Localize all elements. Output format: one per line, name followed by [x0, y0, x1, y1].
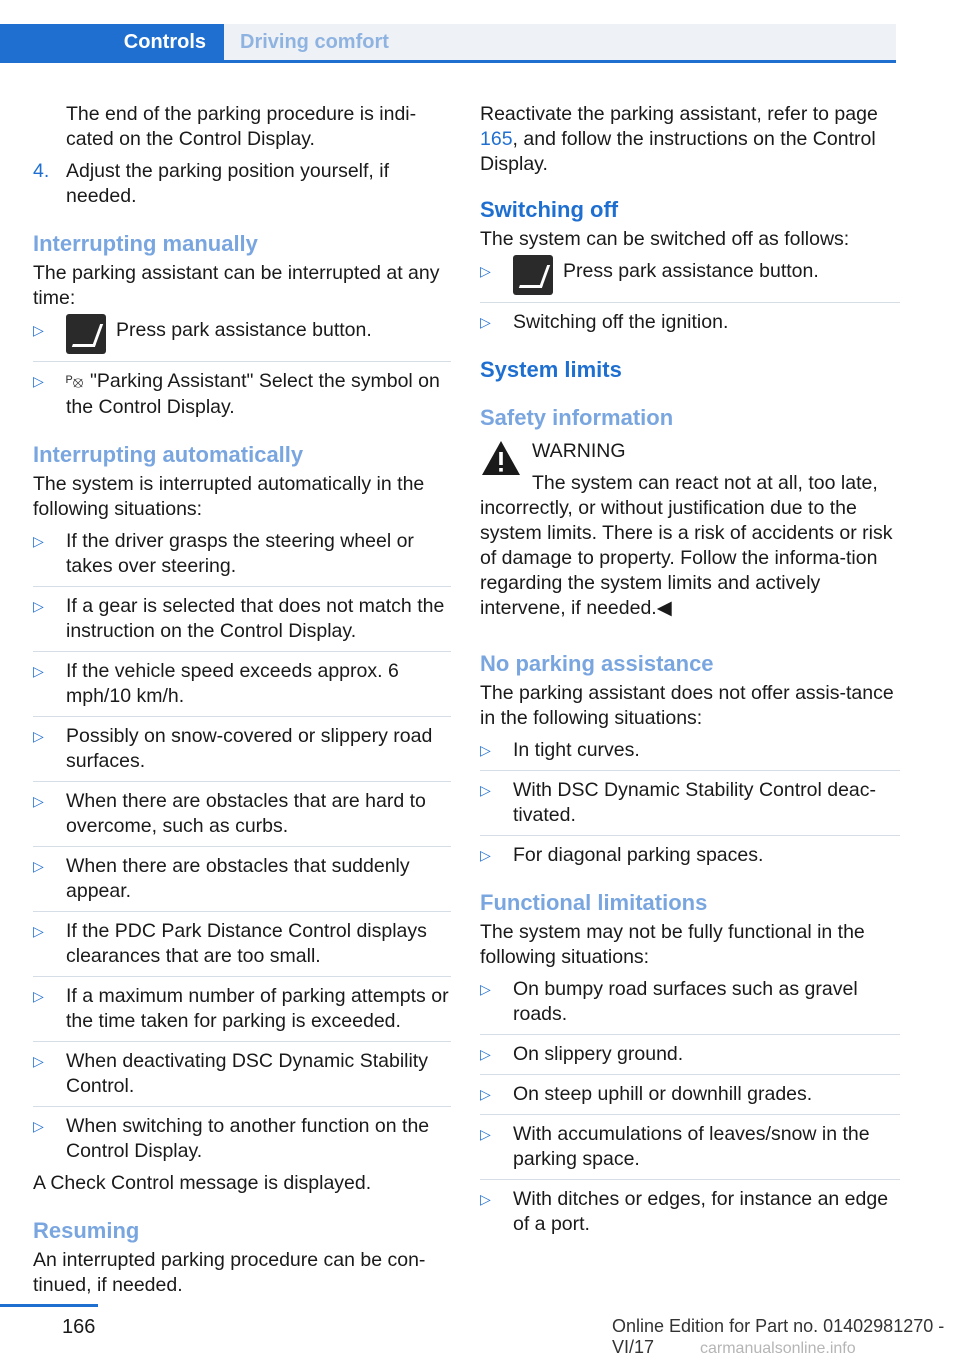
list-item: ▷ With DSC Dynamic Stability Control deac‐tivated. — [480, 778, 900, 836]
list-item: ▷ With ditches or edges, for instance an edge of a port. — [480, 1188, 889, 1235]
auto-list — [33, 529, 451, 1164]
list-item: ▷ Switching off the ignition. — [480, 311, 729, 333]
heading-system-limits: System limits — [480, 357, 622, 382]
paragraph: The end of the parking procedure is indi‐cated on the Control Display. — [66, 103, 417, 150]
list-item: ▷ If the PDC Park Distance Control displays clearances that are too small. — [33, 919, 451, 977]
page-number: 166 — [62, 1316, 96, 1338]
warning-text: The system can react not at all, too late, — [532, 472, 878, 494]
list-item: ▷ When deactivating DSC Dynamic Stability Control. — [33, 1049, 451, 1107]
page-header — [0, 0, 896, 62]
heading-no-parking-assistance: No parking assistance — [480, 651, 714, 676]
warning-triangle-icon — [480, 439, 522, 477]
list-item: ▷ When switching to another function on the Control Display. — [33, 1115, 430, 1162]
step-4: 4. Adjust the parking position yourself, if needed. — [33, 160, 390, 207]
noassist-list — [480, 738, 900, 868]
off-list — [480, 259, 900, 335]
warning-text: incorrectly, or without justification due to the system limits. There is a risk of accidents or risk of damage to property. Follow the informa‐tion regarding the system limits and actively intervene, if needed.◀ — [480, 497, 893, 619]
heading-resuming: Resuming — [33, 1218, 140, 1243]
paragraph: The system may not be fully functional in the following situations: — [480, 921, 865, 968]
manual-list — [33, 318, 451, 420]
list-item: ▷ On steep uphill or downhill grades. — [480, 1082, 900, 1115]
watermark: carmanualsonline.info — [700, 1340, 856, 1357]
left-column — [33, 102, 451, 1298]
paragraph: Reactivate the parking assistant, refer to page 165, and follow the instructions on the Control Display. — [480, 103, 878, 175]
header-tab-controls[interactable]: Controls — [0, 24, 224, 61]
list-item: ▷ If a gear is selected that does not match the instruction on the Control Display. — [33, 594, 451, 652]
heading-interrupting-manually: Interrupting manually — [33, 231, 258, 256]
list-item: ▷ In tight curves. — [480, 738, 900, 771]
parking-assistant-symbol-icon: ᴾ⦻ — [66, 374, 84, 391]
heading-safety-information: Safety information — [480, 405, 674, 430]
paragraph: An interrupted parking procedure can be con‐tinued, if needed. — [33, 1249, 426, 1296]
right-column — [480, 102, 900, 1244]
list-item: ▷ Press park assistance button. — [33, 318, 451, 362]
paragraph: A Check Control message is displayed. — [33, 1172, 372, 1194]
park-assist-button-icon — [66, 314, 106, 354]
paragraph: The system can be switched off as follows: — [480, 228, 850, 250]
list-item: ▷ Press park assistance button. — [480, 259, 900, 303]
warning-block — [480, 439, 900, 496]
paragraph: The parking assistant can be interrupted at any time: — [33, 262, 440, 309]
list-item: ▷ When there are obstacles that suddenly appear. — [33, 854, 451, 912]
park-assist-button-icon — [513, 255, 553, 295]
list-item: ▷ On slippery ground. — [480, 1042, 900, 1075]
heading-functional-limitations: Functional limitations — [480, 890, 708, 915]
paragraph: The parking assistant does not offer assis‐tance in the following situations: — [480, 682, 894, 729]
list-item: ▷ ᴾ⦻ "Parking Assistant" Select the symbol on the Control Display. — [33, 370, 440, 418]
page-link[interactable]: 165 — [480, 128, 513, 150]
list-item: ▷ If the driver grasps the steering wheel or takes over steering. — [33, 529, 451, 587]
list-item: ▷ When there are obstacles that are hard to overcome, such as curbs. — [33, 789, 451, 847]
list-item: ▷ Possibly on snow-covered or slippery road surfaces. — [33, 724, 451, 782]
list-item: ▷ On bumpy road surfaces such as gravel roads. — [480, 977, 900, 1035]
warning-title: WARNING — [532, 440, 626, 462]
list-item: ▷ With accumulations of leaves/snow in the parking space. — [480, 1122, 900, 1180]
footer-rule — [0, 1304, 98, 1307]
list-item: ▷ If a maximum number of parking attempts or the time taken for parking is exceeded. — [33, 984, 451, 1042]
heading-switching-off: Switching off — [480, 197, 619, 222]
heading-interrupting-automatically: Interrupting automatically — [33, 442, 304, 467]
header-rule — [0, 60, 896, 63]
list-item: ▷ If the vehicle speed exceeds approx. 6 mph/10 km/h. — [33, 659, 451, 717]
edition-label: Online Edition for Part no. 01402981270 - VI/17 — [612, 1316, 945, 1357]
func-list — [480, 977, 900, 1237]
paragraph: The system is interrupted automatically in the following situations: — [33, 473, 425, 520]
header-tab-driving-comfort[interactable]: Driving comfort — [224, 24, 896, 61]
list-item: ▷ For diagonal parking spaces. — [480, 844, 764, 866]
